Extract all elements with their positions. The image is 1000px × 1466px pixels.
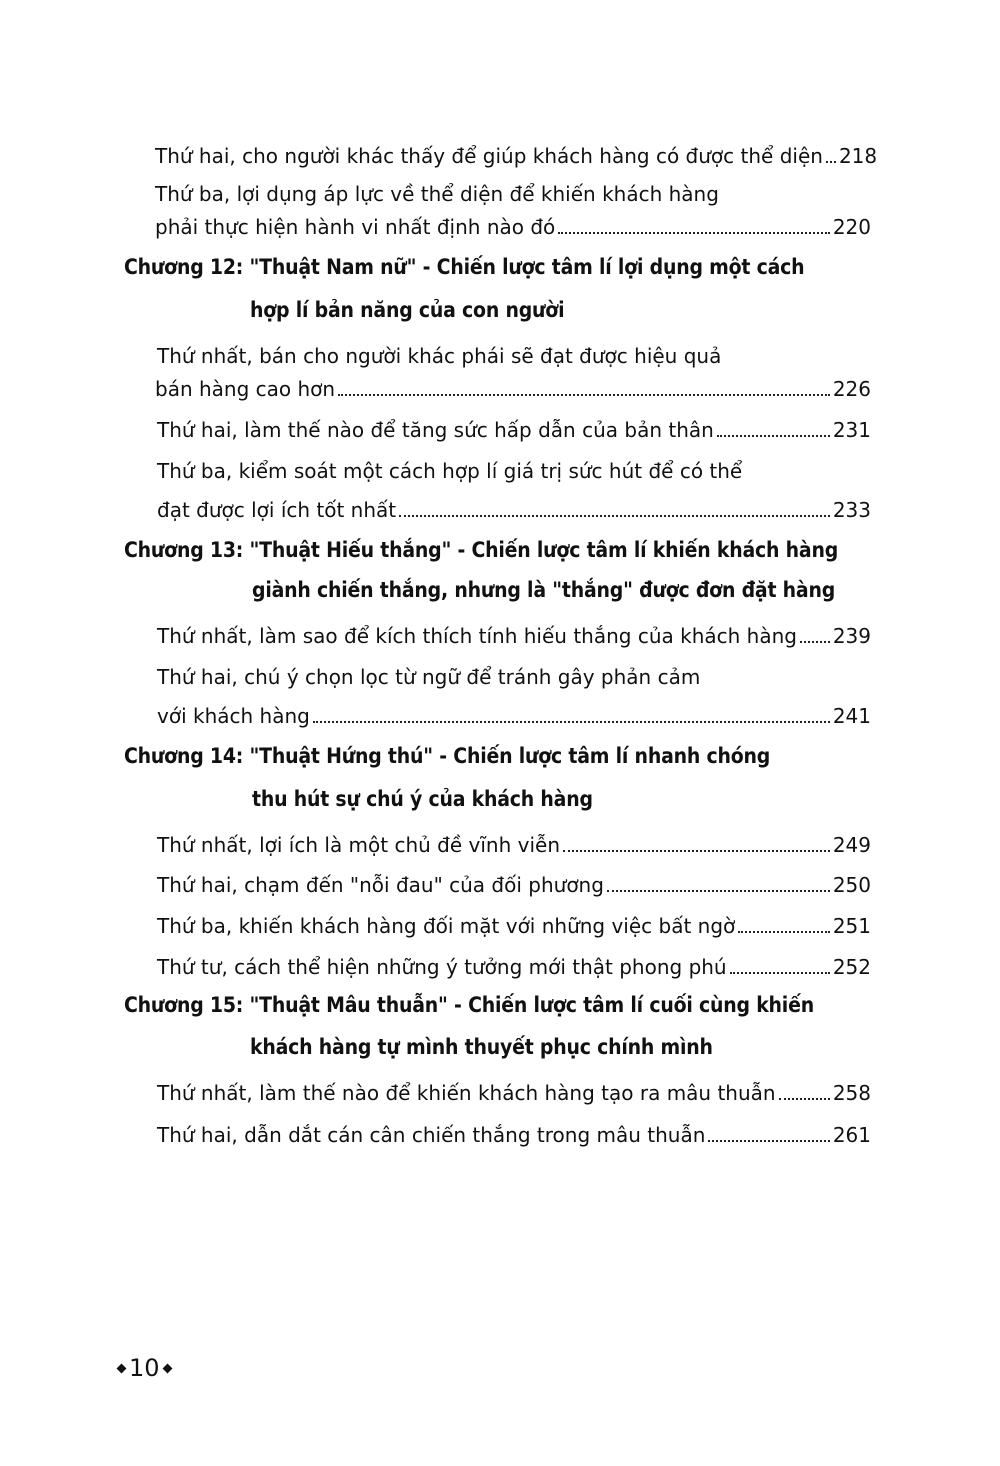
toc-entry [157, 497, 871, 523]
dot-leader [313, 721, 830, 723]
dot-leader [738, 931, 830, 933]
toc-page-number: 231 [832, 418, 871, 442]
toc-entry-text: Thứ hai, chú ý chọn lọc từ ngữ để tránh gây phản cảm [157, 665, 701, 689]
toc-entry-text: Thứ nhất, làm thế nào để khiến khách hàng tạo ra mâu thuẫn [157, 1081, 776, 1105]
toc-page-number: 251 [832, 914, 871, 938]
chapter-heading-continued: khách hàng tự mình thuyết phục chính mình [250, 1035, 713, 1059]
chapter-heading-continued: thu hút sự chú ý của khách hàng [252, 787, 593, 811]
dot-leader [800, 641, 830, 643]
toc-entry-text: Thứ ba, kiểm soát một cách hợp lí giá trị sức hút để có thể [157, 459, 743, 483]
toc-page-number: 233 [832, 498, 871, 522]
toc-entry [155, 214, 871, 240]
dot-leader [563, 850, 830, 852]
dot-leader [730, 972, 830, 974]
toc-entry-text: Thứ hai, dẫn dắt cán cân chiến thắng trong mâu thuẫn [157, 1123, 706, 1147]
diamond-ornament-icon [117, 1363, 127, 1373]
toc-entry [157, 954, 871, 980]
chapter-heading-continued: giành chiến thắng, nhưng là "thắng" được đơn đặt hàng [252, 578, 836, 602]
toc-entry-text: với khách hàng [157, 704, 310, 728]
chapter-heading-continued: hợp lí bản năng của con người [250, 298, 565, 322]
dot-leader [399, 515, 830, 517]
chapter-heading: Chương 15: "Thuật Mâu thuẫn" - Chiến lược tâm lí cuối cùng khiến [124, 993, 814, 1017]
toc-page-number: 261 [832, 1123, 871, 1147]
toc-entry-text: Thứ hai, làm thế nào để tăng sức hấp dẫn của bản thân [157, 418, 714, 442]
toc-page-number: 252 [832, 955, 871, 979]
toc-entry-text: Thứ tư, cách thể hiện những ý tưởng mới thật phong phú [157, 955, 727, 979]
dot-leader [607, 890, 830, 892]
toc-entry-text: bán hàng cao hơn [155, 377, 336, 401]
toc-page-number: 258 [832, 1081, 871, 1105]
toc-page-number: 241 [832, 704, 871, 728]
toc-page-number: 218 [838, 144, 878, 168]
toc-entry [155, 143, 878, 169]
toc-entry-text: Thứ nhất, lợi ích là một chủ đề vĩnh viễn [157, 833, 561, 857]
chapter-heading: Chương 13: "Thuật Hiếu thắng" - Chiến lược tâm lí khiến khách hàng [124, 538, 839, 562]
toc-page-number: 250 [832, 873, 871, 897]
toc-entry [157, 1122, 871, 1148]
toc-entry-text: Thứ ba, lợi dụng áp lực về thể diện để khiến khách hàng [155, 182, 719, 206]
dot-leader [717, 435, 830, 437]
toc-entry [157, 417, 871, 443]
dot-leader [338, 394, 830, 396]
page-number-footer [118, 1353, 171, 1383]
chapter-heading: Chương 12: "Thuật Nam nữ" - Chiến lược tâm lí lợi dụng một cách [124, 255, 805, 279]
toc-entry-text: Thứ hai, cho người khác thấy để giúp khách hàng có được thể diện [155, 144, 823, 168]
chapter-heading: Chương 14: "Thuật Hứng thú" - Chiến lược tâm lí nhanh chóng [124, 744, 771, 768]
toc-entry-text: Thứ nhất, làm sao để kích thích tính hiếu thắng của khách hàng [157, 624, 797, 648]
toc-entry [157, 1080, 871, 1106]
toc-entry-text: Thứ nhất, bán cho người khác phái sẽ đạt được hiệu quả [157, 344, 722, 368]
toc-entry-text: phải thực hiện hành vi nhất định nào đó [155, 215, 556, 239]
dot-leader [708, 1140, 829, 1142]
toc-entry [155, 376, 871, 402]
dot-leader [826, 161, 836, 163]
toc-entry-text: đạt được lợi ích tốt nhất [157, 498, 397, 522]
toc-entry-text: Thứ ba, khiến khách hàng đối mặt với những việc bất ngờ [157, 914, 736, 938]
toc-entry [157, 832, 871, 858]
toc-page-number: 226 [832, 377, 871, 401]
diamond-ornament-icon [162, 1363, 172, 1373]
toc-page-number: 220 [832, 215, 871, 239]
toc-entry [157, 623, 871, 649]
toc-entry [157, 703, 871, 729]
toc-entry-text: Thứ hai, chạm đến "nỗi đau" của đối phương [157, 873, 604, 897]
dot-leader [779, 1098, 830, 1100]
folio-number: 10 [129, 1354, 160, 1382]
dot-leader [558, 232, 830, 234]
toc-entry [157, 872, 871, 898]
toc-entry [157, 913, 871, 939]
toc-page-number: 249 [832, 833, 871, 857]
toc-page-number: 239 [832, 624, 871, 648]
